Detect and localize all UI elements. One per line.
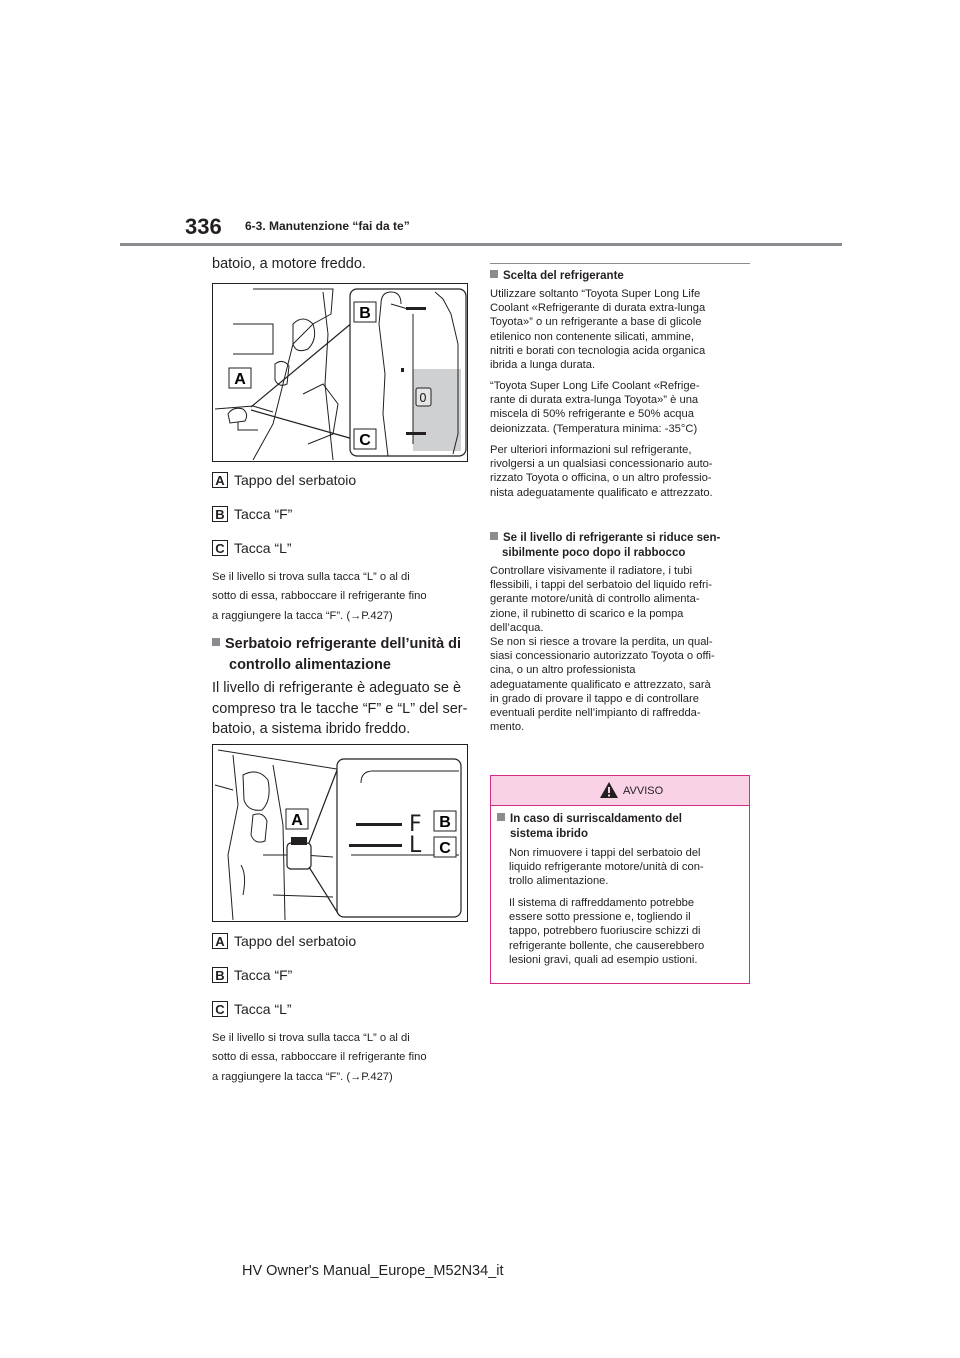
callout-key: B: [212, 967, 228, 983]
callout-text: Tappo del serbatoio: [234, 472, 357, 488]
callout-row-c: [212, 1001, 292, 1017]
label-b: B: [439, 814, 451, 831]
label-a: A: [234, 371, 246, 388]
warning-subhead: In caso di surriscaldamento del sistema ibrido: [497, 812, 743, 841]
callout-key: A: [212, 933, 228, 949]
coolant-para-3: Per ulteriori informazioni sul refrigerante, rivolgersi a un qualsiasi concessionario auto- rizzato Toyota o officina, o un altro professio- nista adeguatamente qualificato e attrezzato.: [490, 444, 713, 499]
bullet-square-icon: [212, 638, 220, 646]
section-title: 6-3. Manutenzione “fai da te”: [245, 219, 410, 233]
coolant-para-2: “Toyota Super Long Life Coolant «Refrige- rante di durata extra-lunga Toyota»” è una miscela di 50% refrigerante e 50% acqua deionizzata. (Temperatura minima: -35°C): [490, 380, 700, 435]
callout-text: Tacca “L”: [234, 1001, 292, 1017]
callout-key: B: [212, 506, 228, 522]
subhead-pcu-reservoir: Serbatoio refrigerante dell’unità di controllo alimentazione: [212, 634, 468, 676]
pcu-reservoir-illustration: [213, 745, 467, 921]
label-c: C: [359, 432, 371, 449]
refill-note-1: Se il livello si trova sulla tacca “L” o al di sotto di essa, rabboccare il refrigerante fino a raggiungere la tacca “F”. (→P.427): [212, 571, 427, 622]
callout-key: C: [212, 1001, 228, 1017]
callout-row-a: [212, 472, 356, 488]
mark-l-text: L: [409, 833, 422, 858]
label-c: C: [439, 840, 451, 857]
subhead-coolant-choice: Scelta del refrigerante: [490, 269, 750, 284]
warning-title: AVVISO: [623, 785, 664, 797]
figure-reservoir-engine: [212, 283, 468, 462]
warning-header: [491, 776, 749, 806]
callout-text: Tappo del serbatoio: [234, 933, 357, 949]
subhead-level-drops: Se il livello di refrigerante si riduce sen- sibilmente poco dopo il rabbocco: [490, 531, 750, 560]
callout-row-a: [212, 933, 356, 949]
bullet-square-icon: [490, 532, 498, 540]
warning-box: [490, 775, 750, 984]
warning-para-1: Non rimuovere i tappi del serbatoio del liquido refrigerante motore/unità di con- trollo alimentazione.: [509, 847, 704, 888]
engine-reservoir-illustration: [213, 284, 467, 461]
mark-f-text: F: [409, 812, 422, 837]
pcu-level-description: Il livello di refrigerante è adeguato se è compreso tra le tacche “F” e “L” del ser- batoio, a sistema ibrido freddo.: [212, 680, 468, 737]
bullet-square-icon: [490, 270, 498, 278]
intro-text: batoio, a motore freddo.: [212, 256, 366, 272]
gauge-mark-text: 0: [419, 391, 427, 405]
callout-key: A: [212, 472, 228, 488]
callout-row-b: [212, 967, 292, 983]
refill-note-2: Se il livello si trova sulla tacca “L” o al di sotto di essa, rabboccare il refrigerante fino a raggiungere la tacca “F”. (→P.427): [212, 1032, 427, 1083]
callout-key: C: [212, 540, 228, 556]
footer-manual-id: HV Owner's Manual_Europe_M52N34_it: [242, 1263, 504, 1279]
warning-triangle-icon: [599, 781, 619, 799]
callout-text: Tacca “F”: [234, 506, 293, 522]
callout-row-c: [212, 540, 292, 556]
bullet-square-icon: [497, 813, 505, 821]
section-divider: [490, 263, 750, 264]
callout-text: Tacca “L”: [234, 540, 292, 556]
coolant-para-1: Utilizzare soltanto “Toyota Super Long Life Coolant «Refrigerante di durata extra-lunga Toyota»” o un refrigerante a base di glicole etilenico non contenente silicati, ammine, nitriti e borati con tecnologia acida organica ibrida a lunga durata.: [490, 288, 706, 372]
leak-check-para: Controllare visivamente il radiatore, i tubi flessibili, i tappi del serbatoio del liquido refri- gerante motore/unità di controllo alimenta- zione, il rubinetto di scarico e la pompa dell’acqua. Se non si riesce a trovare la perdita, un qual- siasi concessionario autorizzato Toyota o offi- cina, o un altro professionista adeguatamente qualificato e attrezzato, sarà in grado di provare il tappo e di controllare eventuali perdite nell’impianto di raffredda- mento.: [490, 565, 715, 734]
label-a: A: [291, 812, 303, 829]
label-b: B: [359, 305, 371, 322]
header-divider: [120, 243, 842, 246]
page-number: 336: [185, 214, 222, 239]
callout-row-b: [212, 506, 292, 522]
warning-para-2: Il sistema di raffreddamento potrebbe essere sotto pressione e, togliendo il tappo, potrebbero fuoriuscire schizzi di refrigerante bollente, che causerebbero lesioni gravi, quali ad esempio ustioni.: [509, 897, 705, 966]
callout-text: Tacca “F”: [234, 967, 293, 983]
figure-reservoir-pcu: [212, 744, 468, 922]
